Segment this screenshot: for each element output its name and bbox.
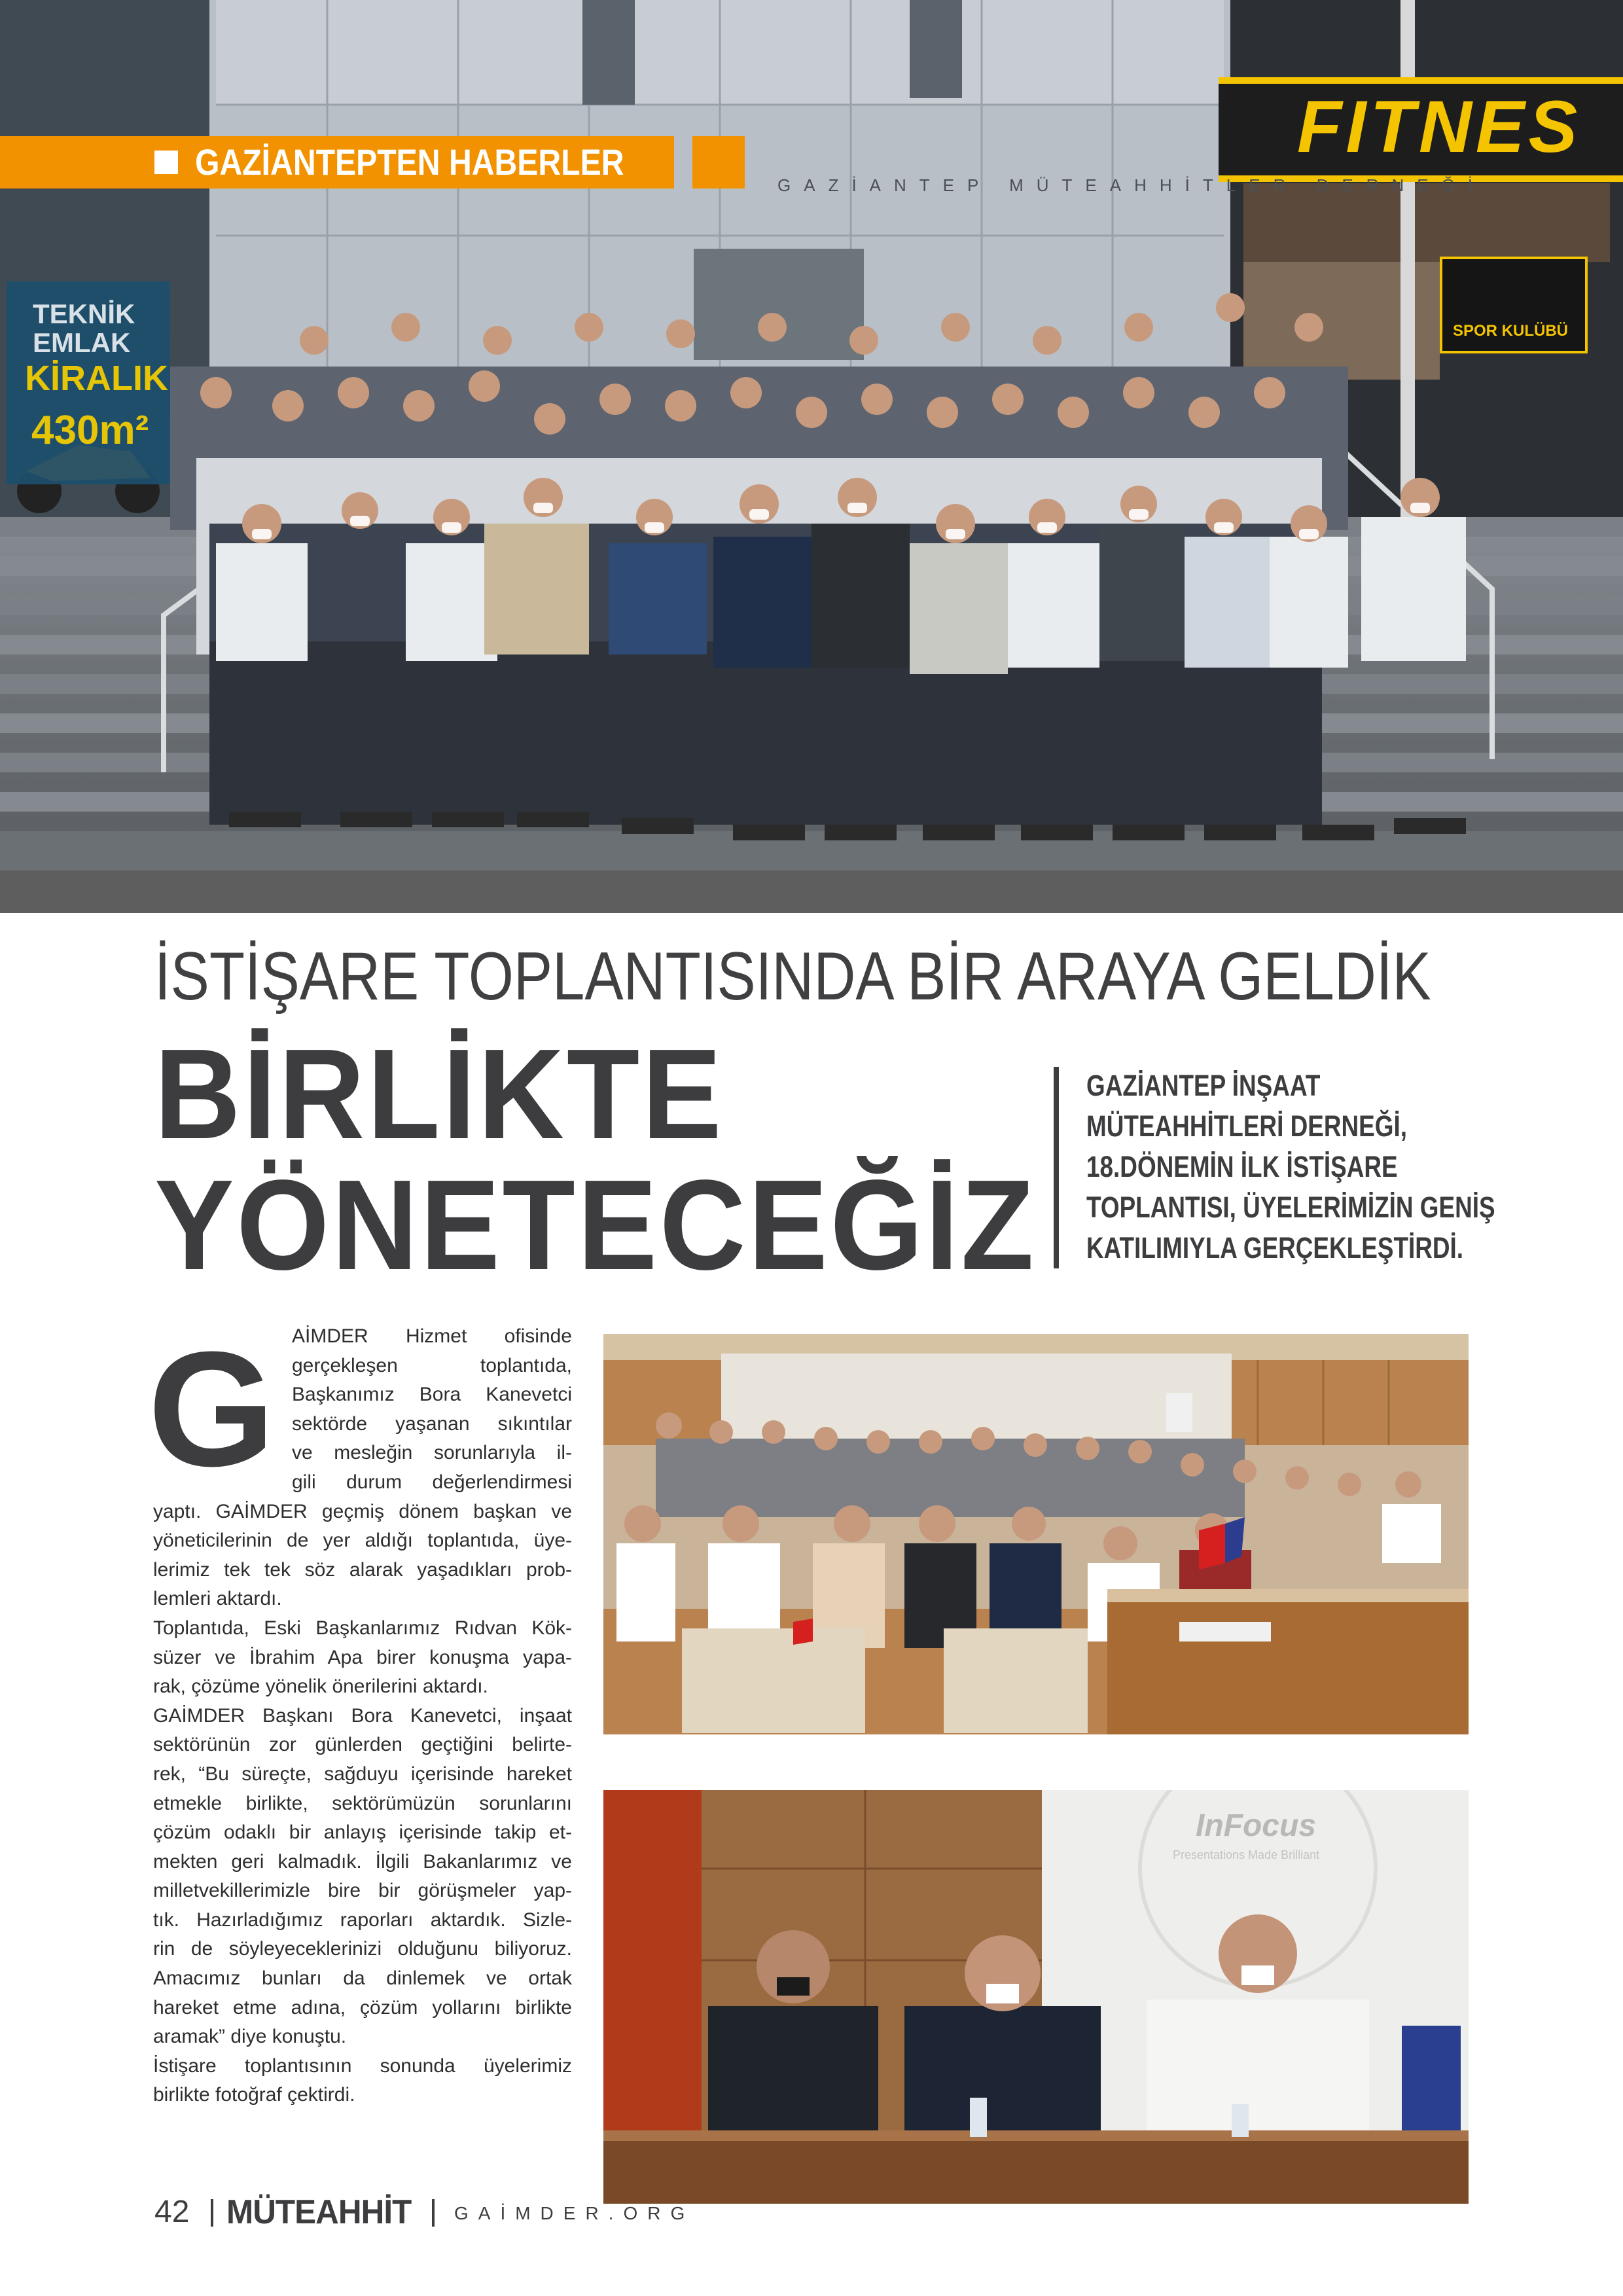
- body-line: milletvekillerimizle bire bir görüşmeler yap-: [153, 1880, 572, 1902]
- emlak-sign: [7, 281, 170, 484]
- body-line: aramak” diye konuştu.: [153, 2026, 347, 2048]
- body-line: yöneticilerinin de yer aldığı toplantıda, üye-: [153, 1530, 572, 1552]
- body-line: sektörde yaşanan sıkıntılar: [292, 1412, 572, 1435]
- body-line: gerçekleşen toplantıda,: [292, 1354, 572, 1376]
- body-line: mekten geri kalmadık. İlgili Bakanlarımız ve: [153, 1850, 572, 1873]
- article-headline: [154, 1022, 1037, 1297]
- article-kicker: İSTİŞARE TOPLANTISINDA BİR ARAYA GELDİK: [154, 939, 1431, 1014]
- body-line: sektörünün zor günlerden geçtiğini belirte-: [153, 1734, 572, 1756]
- body-line: lerimiz tek tek söz alarak yaşadıkları prob-: [153, 1558, 572, 1581]
- subhead-line: KATILIMIYLA GERÇEKLEŞTİRDİ.: [1086, 1231, 1464, 1265]
- spor-club-sign: [1440, 257, 1588, 353]
- subhead-line: MÜTEAHHİTLERİ DERNEĞİ,: [1086, 1109, 1407, 1143]
- body-line: tık. Hazırladığımız raporları aktardık. Sizle-: [153, 1909, 572, 1931]
- subhead-line: TOPLANTISI, ÜYELERİMİZİN GENİŞ: [1086, 1191, 1495, 1224]
- projector-brand: InFocus: [1196, 1808, 1317, 1843]
- article-body: [153, 1322, 572, 2110]
- headline-line1: BİRLİKTE: [154, 1022, 724, 1166]
- body-line: birlikte fotoğraf çektirdi.: [153, 2084, 355, 2106]
- projector-tagline: Presentations Made Brilliant: [1173, 1848, 1320, 1861]
- fitness-sign-text: FITNES: [1297, 86, 1582, 168]
- emlak-sign-line3: 430m²: [31, 408, 149, 453]
- body-line: GAİMDER Başkanı Bora Kanevetci, inşaat: [153, 1704, 572, 1727]
- subhead-line: 18.DÖNEMİN İLK İSTİŞARE: [1086, 1150, 1398, 1183]
- drop-cap: G: [148, 1318, 276, 1500]
- section-label: GAZİANTEPTEN HABERLER: [195, 141, 624, 183]
- body-line: rak, çözüme yönelik önerilerini aktardı.: [153, 1676, 488, 1698]
- body-line: lemleri aktardı.: [153, 1588, 282, 1610]
- footer-divider: [432, 2199, 435, 2227]
- body-line: İstişare toplantısının sonunda üyelerimiz: [153, 2054, 572, 2077]
- spor-club-sign-text: SPOR KULÜBÜ: [1453, 322, 1569, 340]
- building-wall-text: GAZİANTEP MÜTEAHHİTLER DERNEĞİ: [777, 175, 1486, 195]
- body-line: gili durum değerlendirmesi: [292, 1471, 572, 1493]
- body-line: yaptı. GAİMDER geçmiş dönem başkan ve: [153, 1500, 572, 1522]
- magazine-name: MÜTEAHHİT: [226, 2193, 412, 2231]
- meeting-hall-illustration: [603, 1334, 1469, 1734]
- emlak-sign-line1: TEKNİK EMLAK: [33, 298, 135, 358]
- subhead-line: GAZİANTEP İNŞAAT: [1086, 1069, 1321, 1102]
- body-line: ve mesleğin sorunlarıyla il-: [292, 1442, 572, 1464]
- panel-speakers-illustration: [603, 1790, 1469, 2204]
- fitness-sign: [1219, 77, 1623, 182]
- page-number: 42: [154, 2195, 190, 2229]
- panel-speakers-photo: [603, 1790, 1469, 2204]
- body-line: AİMDER Hizmet ofisinde: [292, 1325, 572, 1347]
- body-line: etmekle birlikte, sektörümüzün sorunlarını: [153, 1792, 572, 1814]
- footer-divider: [211, 2199, 213, 2227]
- body-line: çözüm odaklı bir anlayış içerisinde takip et-: [153, 1821, 572, 1844]
- body-line: süzer ve İbrahim Apa birer konuşma yapa-: [153, 1646, 572, 1668]
- website-link[interactable]: GAİMDER.ORG: [454, 2203, 695, 2223]
- body-line: Toplantıda, Eski Başkanlarımız Rıdvan Kök-: [153, 1617, 572, 1639]
- section-label-accent: [692, 136, 745, 188]
- emlak-sign-line2: KİRALIK: [25, 359, 168, 398]
- section-square-icon: [154, 151, 178, 174]
- meeting-hall-photo: [603, 1334, 1469, 1734]
- body-line: rin de söyleyeceklerinizi olduğunu biliyoruz.: [153, 1938, 572, 1960]
- section-label-bar: [0, 136, 674, 188]
- body-line: Amacımız bunları da dinlemek ve ortak: [153, 1967, 572, 1990]
- subhead-divider: [1054, 1067, 1059, 1268]
- body-line: Başkanımız Bora Kanevetci: [292, 1384, 572, 1406]
- body-line: hareket etme adına, çözüm yollarını birlikte: [153, 1996, 572, 2018]
- body-line: rek, “Bu süreçte, sağduyu içerisinde hareket: [153, 1763, 572, 1785]
- headline-line2: YÖNETECEĞİZ: [154, 1153, 1037, 1297]
- article-subhead: [1086, 1066, 1495, 1268]
